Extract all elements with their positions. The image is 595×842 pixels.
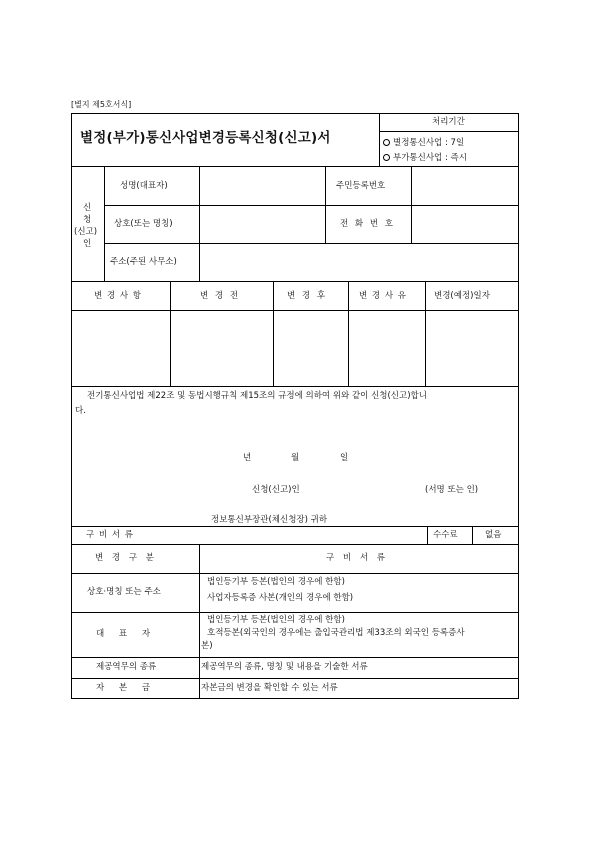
change-item-field[interactable] [73,312,169,385]
date-day-label: 일 [340,453,349,463]
docs-capital: 자본금의 변경을 확인할 수 있는 서류 [201,683,338,693]
applicant-side-label-4: 인 [83,239,92,249]
docs-service-type: 제공역무의 종류, 명칭 및 내용을 기술한 서류 [201,662,368,672]
applicant-side-label-3: (신고) [74,227,98,237]
applicant-signature-label: 신청(신고)인 [252,485,300,495]
documents-column-header: 구 비 서 류 [326,553,388,563]
processing-item-value-added: 부가통신사업 : 즉시 [383,154,467,163]
applicant-side-label-1: 신 [83,203,92,213]
date-year-label: 년 [243,453,252,463]
processing-item-special: 별정통신사업 : 7일 [383,139,464,148]
change-category-header: 변 경 구 분 [95,553,157,563]
fee-value: 없음 [485,530,502,540]
signature-seal-label[interactable]: (서명 또는 인) [425,485,479,495]
required-documents-label: 구 비 서 류 [86,530,134,540]
category-company-address: 상호·명칭 또는 주소 [87,587,161,597]
change-item-header: 변 경 사 항 [94,291,142,301]
date-month-label: 월 [291,453,300,463]
checkbox-circle-icon [383,154,390,161]
phone-label: 전 화 번 호 [340,219,395,229]
category-representative: 대 표 자 [96,629,157,639]
after-change-field[interactable] [275,312,347,385]
recipient-label: 정보통신부장관(체신청장) 귀하 [211,515,328,525]
resident-number-label: 주민등록번호 [336,181,386,191]
address-label: 주소(주된 사무소) [110,257,177,267]
declaration-text: 전기통신사업법 제22조 및 동법시행규칙 제15조의 규정에 의하여 위와 같이 신청(신고)합니 [87,391,427,401]
doc-line: 본) [201,641,213,651]
before-change-field[interactable] [172,312,272,385]
doc-line: 사업자등록증 사본(개인의 경우에 한함) [207,593,354,603]
form-number-label: [별지 제5호서식] [71,100,132,109]
change-date-header: 변경(예정)일자 [434,291,490,301]
address-field[interactable] [201,245,518,280]
form-title: 별정(부가)통신사업변경등록신청(신고)서 [80,130,331,146]
company-name-label: 상호(또는 명칭) [114,219,173,229]
declaration-text-end: 다. [75,406,86,416]
after-change-header: 변 경 후 [287,291,328,301]
docs-company-address [207,576,353,605]
checkbox-circle-icon [383,139,390,146]
resident-number-field[interactable] [413,168,518,204]
processing-period-header: 처리기간 [432,117,465,127]
phone-field[interactable] [413,207,518,242]
change-reason-header: 변 경 사 유 [359,291,407,301]
doc-line: 호적등본(외국인의 경우에는 출입국관리법 제33조의 외국인 등록증사 [207,628,465,638]
company-name-field[interactable] [201,207,324,242]
category-capital: 자 본 금 [96,683,157,693]
name-label: 성명(대표자) [120,181,168,191]
applicant-side-label-2: 청 [83,215,92,225]
name-field[interactable] [201,168,324,204]
before-change-header: 변 경 전 [200,291,241,301]
doc-line: 법인등기부 등본(법인의 경우에 한함) [207,615,345,625]
category-service-type: 제공역무의 종류 [96,662,157,672]
fee-label: 수수료 [433,530,458,540]
doc-line: 법인등기부 등본(법인의 경우에 한함) [207,577,345,587]
change-date-field[interactable] [427,312,518,385]
docs-representative [201,614,465,653]
change-reason-field[interactable] [350,312,424,385]
